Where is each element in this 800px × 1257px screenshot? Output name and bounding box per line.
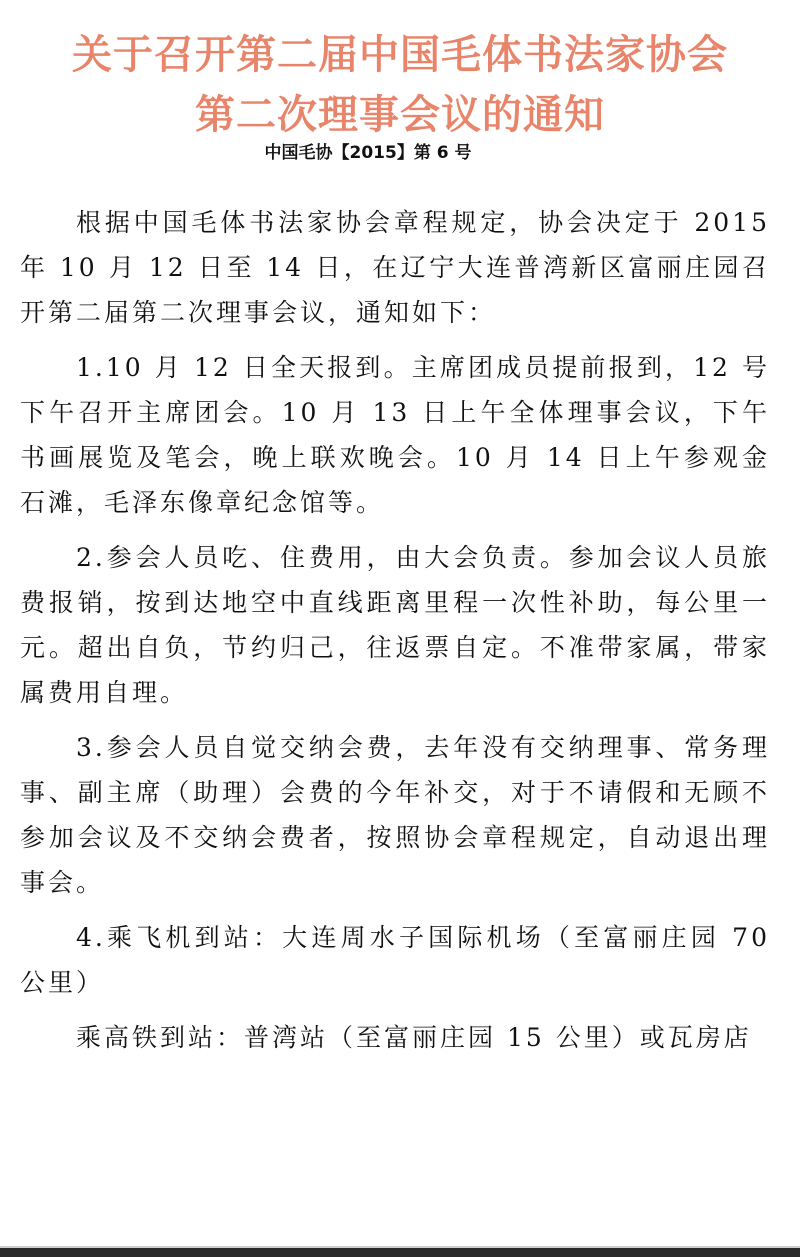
paragraph-intro: 根据中国毛体书法家协会章程规定，协会决定于 2015 年 10 月 12 日至 14 日，在辽宁大连普湾新区富丽庄园召开第二届第二次理事会议，通知如下： xyxy=(20,208,770,327)
paragraph-item-2: 2.参会人员吃、住费用，由大会负责。参加会议人员旅费报销，按到达地空中直线距离里程一次性补助，每公里一元。超出自负，节约归己，往返票自定。不准带家属，带家属费用自理。 xyxy=(20,543,770,707)
paragraph-item-3: 3.参会人员自觉交纳会费，去年没有交纳理事、常务理事、副主席（助理）会费的今年补交，对于不请假和无顾不参加会议及不交纳会费者，按照协会章程规定，自动退出理事会。 xyxy=(20,733,770,897)
paragraph-item-1: 1.10 月 12 日全天报到。主席团成员提前报到，12 号下午召开主席团会。10 月 13 日上午全体理事会议，下午书画展览及笔会，晚上联欢晚会。10 月 14 日上午参观金石滩，毛泽东像章纪念馆等。 xyxy=(20,353,770,517)
notice-title-line2: 第二次理事会议的通知 xyxy=(195,92,605,138)
document-number: 中国毛协【2015】第 6 号 xyxy=(264,143,472,163)
paragraph-item-4: 4.乘飞机到站：大连周水子国际机场（至富丽庄园 70 公里） xyxy=(20,923,770,997)
notice-title-line1: 关于召开第二届中国毛体书法家协会 xyxy=(72,32,728,78)
scan-edge xyxy=(0,1248,800,1257)
paragraph-item-4-rail: 乘高铁到站：普湾站（至富丽庄园 15 公里）或瓦房店 xyxy=(76,1023,752,1052)
notice-body xyxy=(20,200,770,1070)
